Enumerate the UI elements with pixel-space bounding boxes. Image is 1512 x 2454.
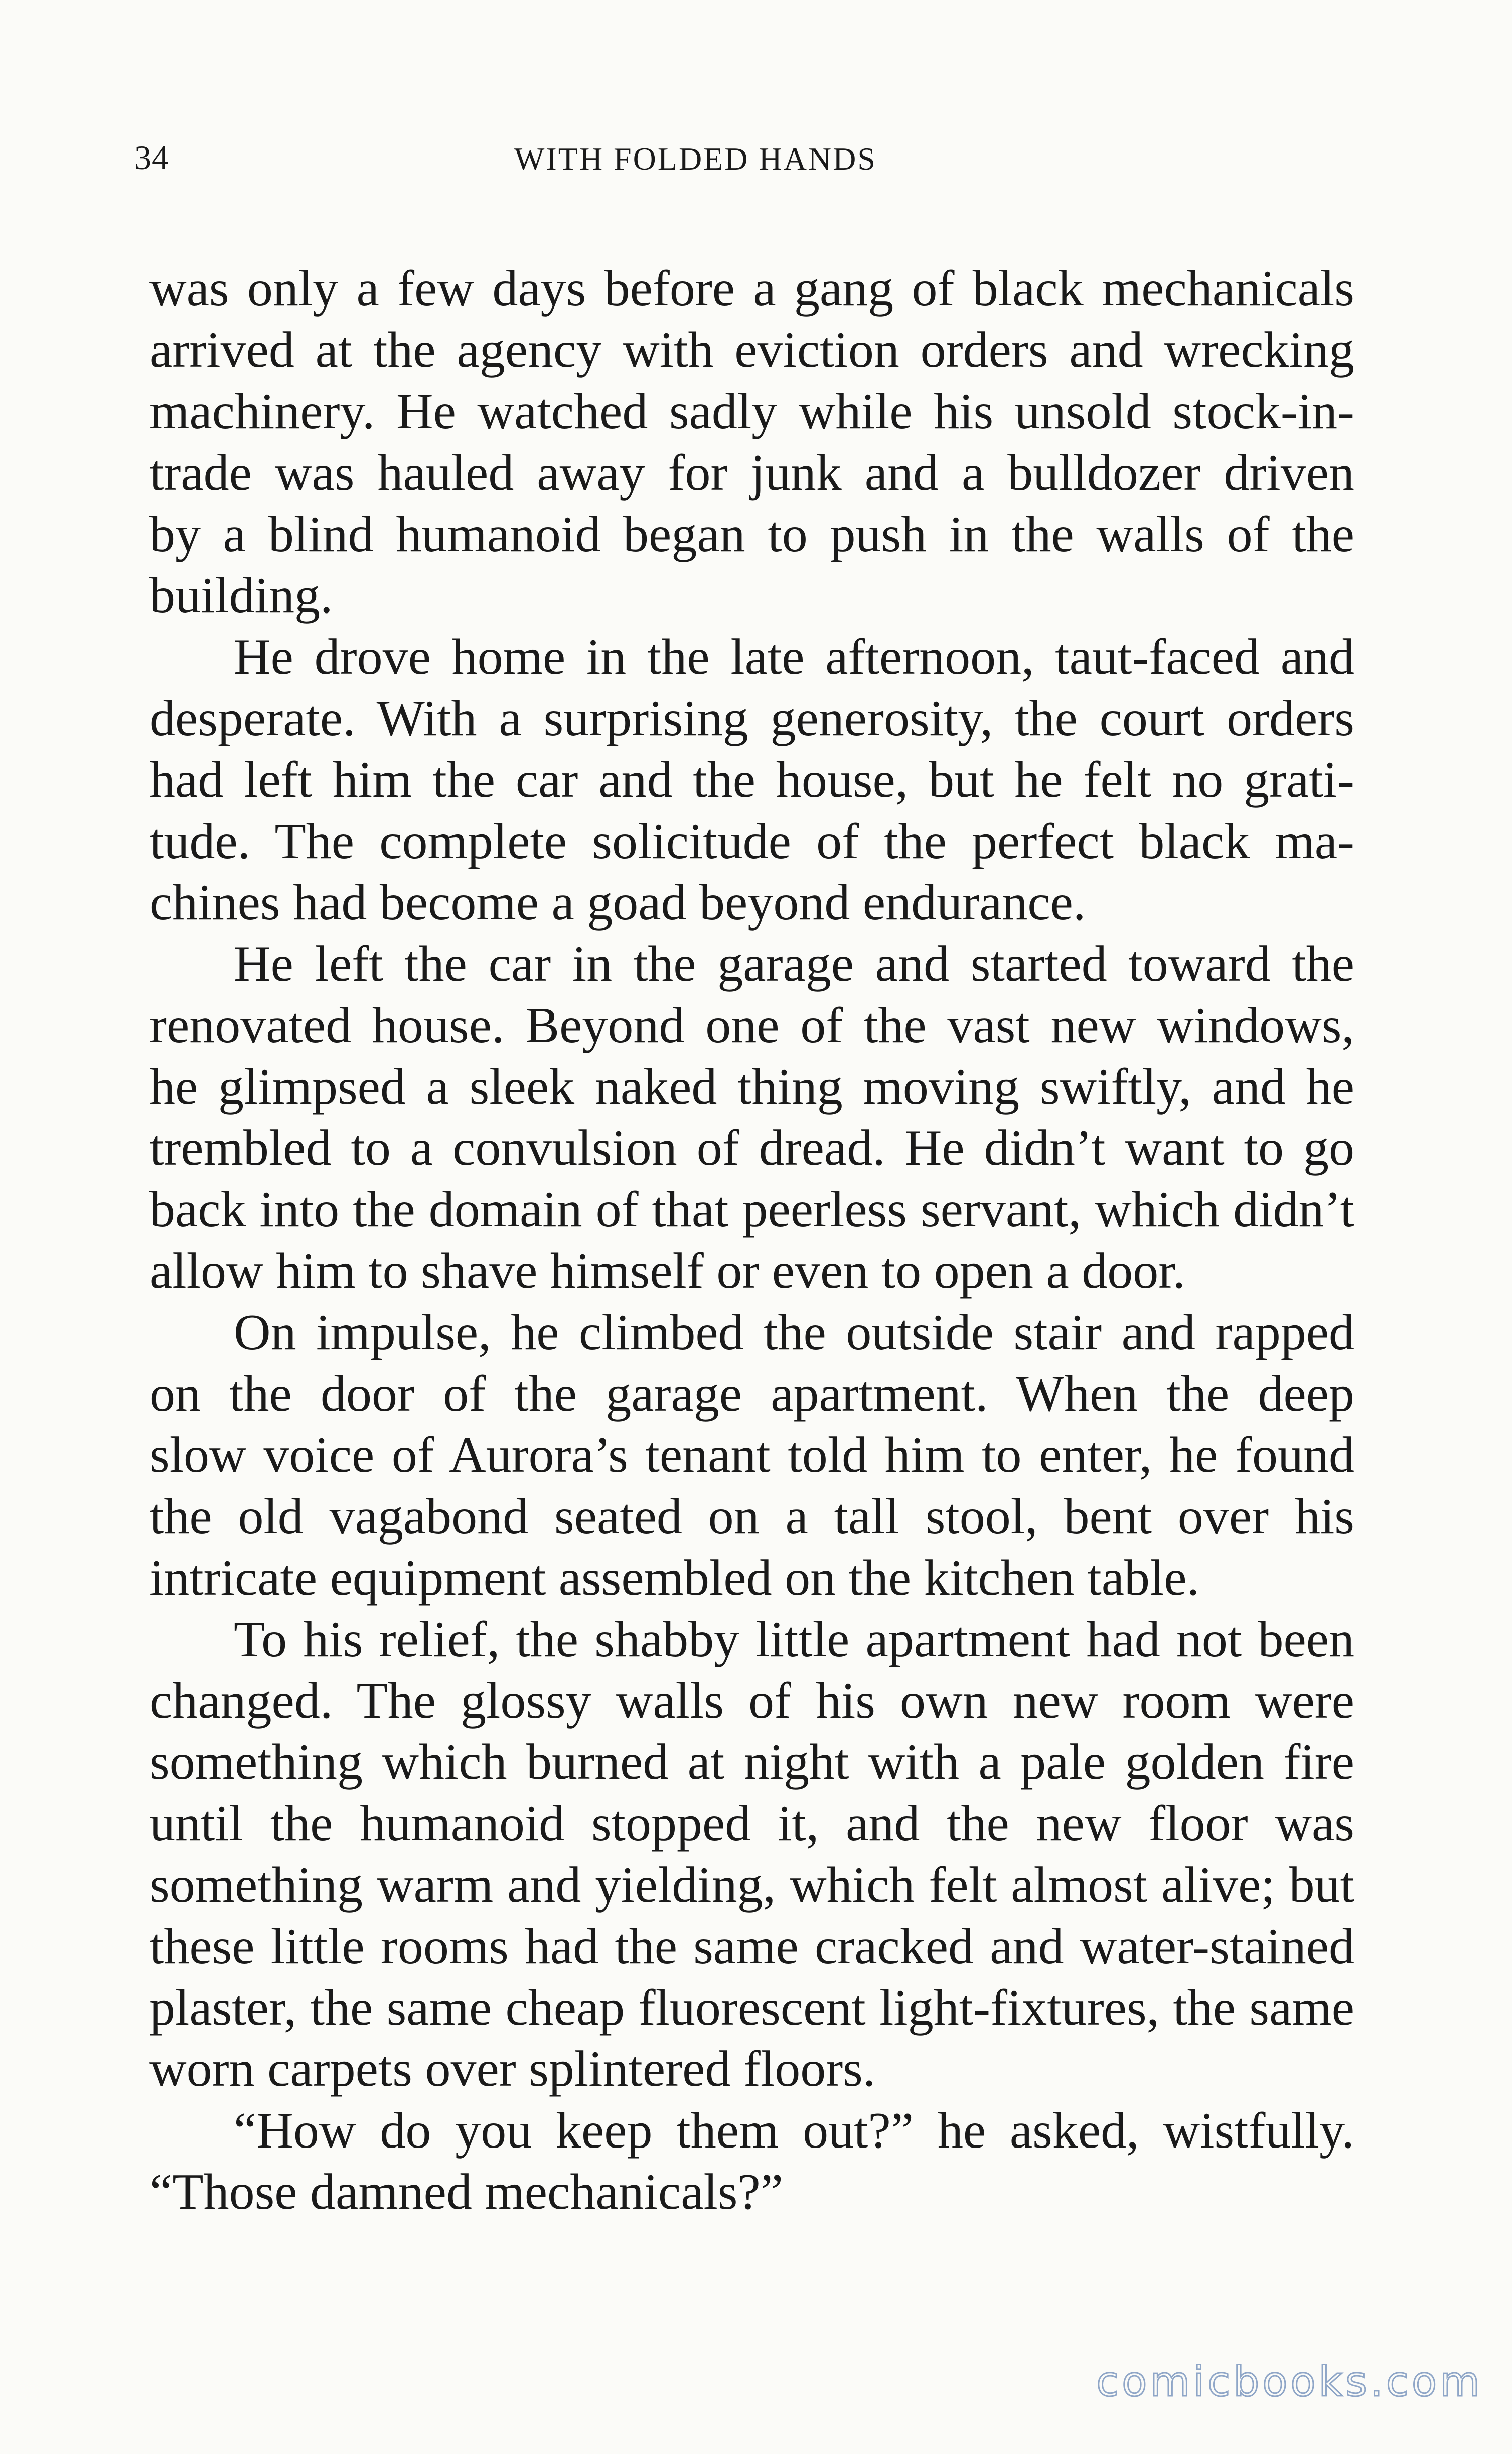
text-line: chines had become a goad beyond endurance.: [149, 874, 1086, 931]
text-line: allow him to shave himself or even to open a door.: [149, 1243, 1186, 1300]
text-line: building.: [149, 567, 333, 624]
text-line: had left him the car and the house, but he felt no grati-: [149, 751, 1354, 809]
text-line: renovated house. Beyond one of the vast new windows,: [149, 997, 1354, 1054]
text-line: changed. The glossy walls of his own new room were: [149, 1672, 1354, 1729]
text-line: was only a few days before a gang of black mechanicals: [149, 260, 1354, 317]
body-text: [149, 258, 1354, 2223]
text-line: worn carpets over splintered floors.: [149, 2041, 876, 2098]
text-line: On impulse, he climbed the outside stair and rapped: [234, 1304, 1354, 1361]
text-line: intricate equipment assembled on the kitchen table.: [149, 1550, 1200, 1607]
text-line: tude. The complete solicitude of the perfect black ma-: [149, 813, 1354, 870]
text-line: back into the domain of that peerless servant, which didn’t: [149, 1181, 1354, 1238]
text-line: slow voice of Aurora’s tenant told him to enter, he found: [149, 1427, 1354, 1484]
text-line: “How do you keep them out?” he asked, wistfully.: [234, 2102, 1354, 2159]
text-line: He drove home in the late afternoon, taut-faced and: [234, 629, 1354, 686]
text-line: something warm and yielding, which felt almost alive; but: [149, 1857, 1354, 1914]
text-line: the old vagabond seated on a tall stool, bent over his: [149, 1488, 1354, 1545]
text-line: trembled to a convulsion of dread. He didn’t want to go: [149, 1120, 1354, 1177]
running-head: WITH FOLDED HANDS: [514, 141, 877, 177]
text-line: “Those damned mechanicals?”: [149, 2164, 784, 2221]
text-line: until the humanoid stopped it, and the new floor was: [149, 1795, 1354, 1852]
text-line: by a blind humanoid began to push in the walls of the: [149, 506, 1354, 563]
text-line: To his relief, the shabby little apartment had not been: [234, 1611, 1354, 1668]
page-number: 34: [134, 138, 169, 177]
text-line: something which burned at night with a pale golden fire: [149, 1734, 1354, 1791]
text-line: desperate. With a surprising generosity, the court orders: [149, 690, 1354, 747]
watermark: comicbooks.com: [1096, 2358, 1483, 2406]
text-line: He left the car in the garage and started toward the: [234, 936, 1354, 993]
text-line: these little rooms had the same cracked and water-stained: [149, 1918, 1354, 1975]
text-line: on the door of the garage apartment. When the deep: [149, 1365, 1354, 1423]
text-line: he glimpsed a sleek naked thing moving swiftly, and he: [149, 1058, 1354, 1116]
text-line: machinery. He watched sadly while his unsold stock-in-: [149, 383, 1354, 440]
text-line: trade was hauled away for junk and a bulldozer driven: [149, 444, 1354, 502]
text-line: plaster, the same cheap fluorescent light-fixtures, the same: [149, 1979, 1354, 2036]
text-line: arrived at the agency with eviction orders and wrecking: [149, 322, 1354, 379]
